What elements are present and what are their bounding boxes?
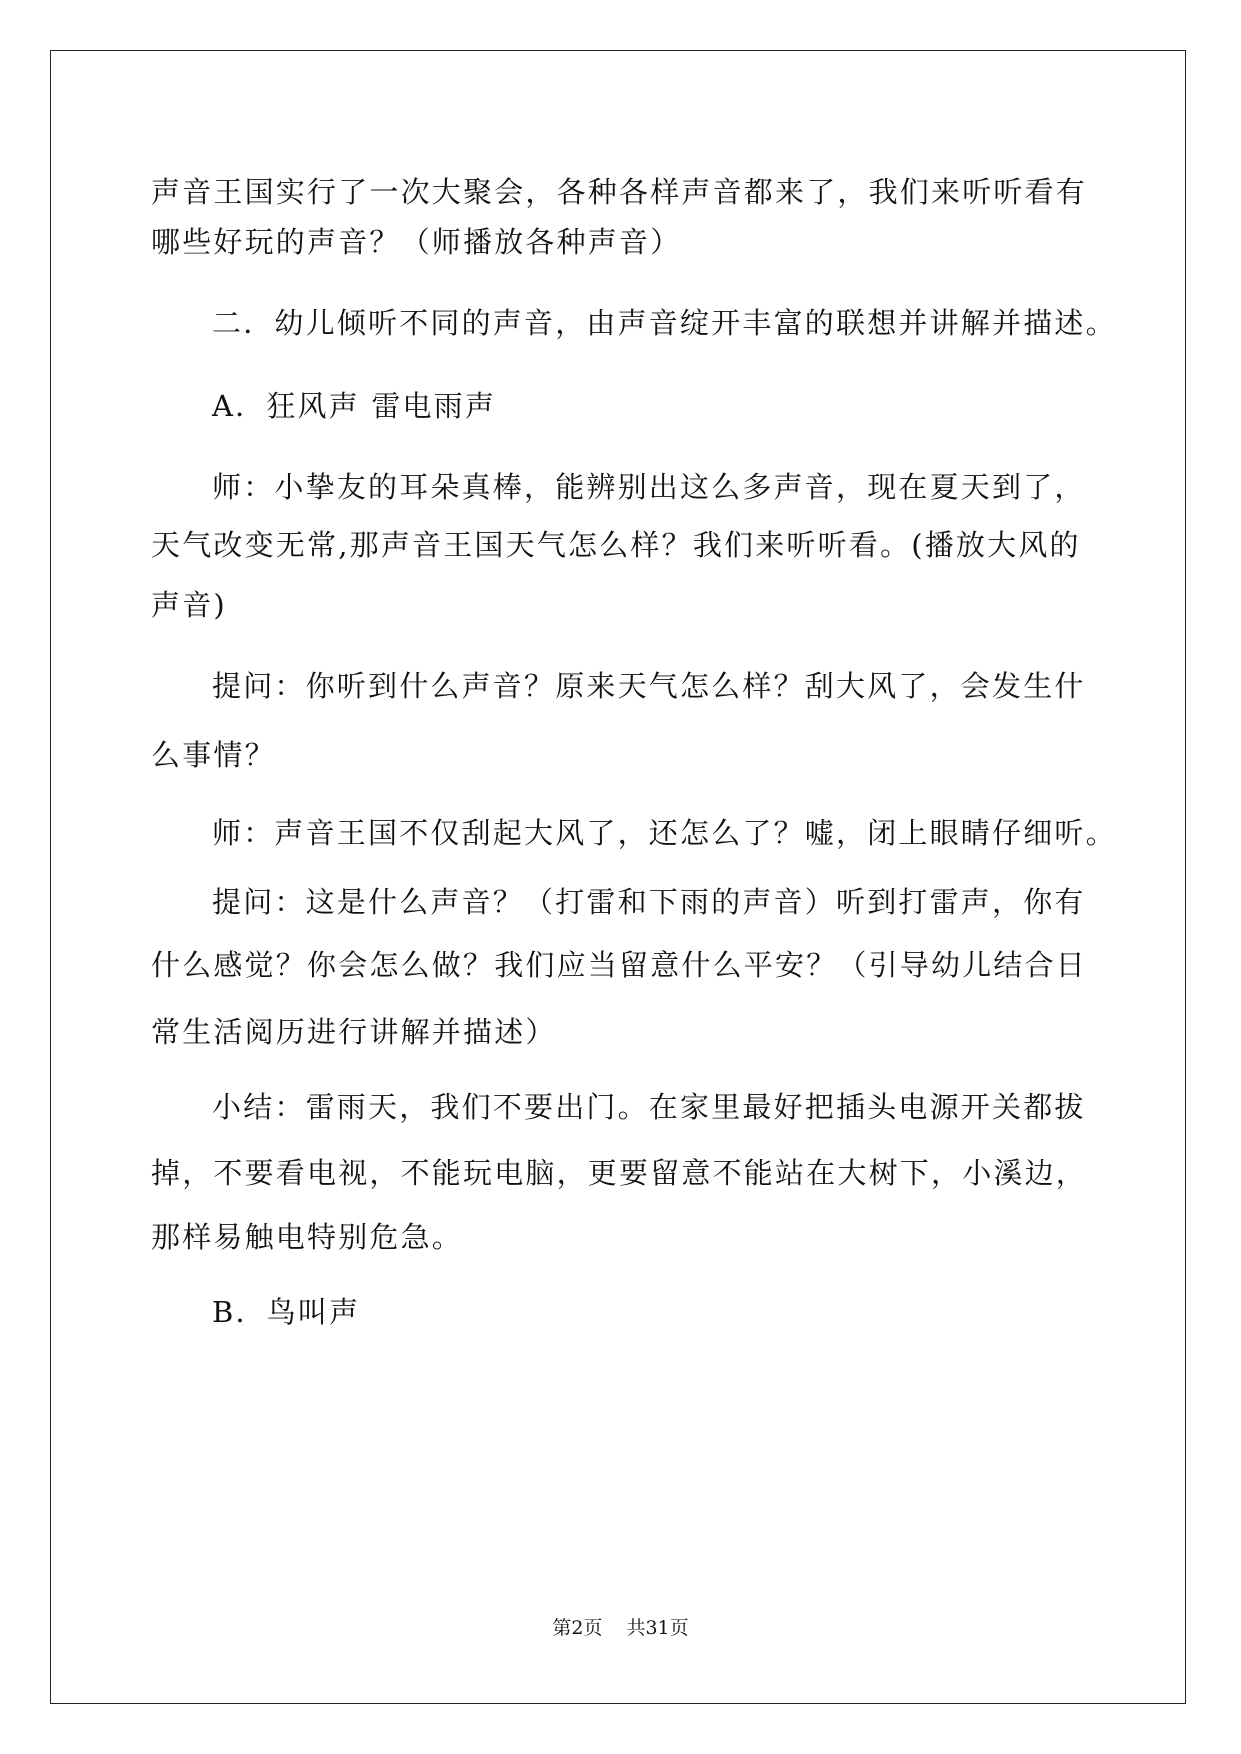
paragraph-line: 师：小挚友的耳朵真棒，能辨别出这么多声音，现在夏天到了， bbox=[212, 470, 1086, 504]
page-number: 第2页 bbox=[552, 1617, 603, 1639]
paragraph-line: 提问：这是什么声音？（打雷和下雨的声音）听到打雷声，你有 bbox=[212, 885, 1086, 919]
paragraph-line: 常生活阅历进行讲解并描述） bbox=[151, 1015, 557, 1049]
subsection-heading: B．鸟叫声 bbox=[212, 1295, 361, 1329]
paragraph-line: 哪些好玩的声音？（师播放各种声音） bbox=[151, 225, 682, 259]
section-heading: 二．幼儿倾听不同的声音，由声音绽开丰富的联想并讲解并描述。 bbox=[212, 306, 1117, 340]
paragraph-line: 声音) bbox=[151, 588, 227, 622]
paragraph-line: 提问：你听到什么声音？原来天气怎么样？刮大风了，会发生什 bbox=[212, 669, 1086, 703]
paragraph-line: 掉，不要看电视，不能玩电脑，更要留意不能站在大树下，小溪边， bbox=[151, 1156, 1088, 1190]
subsection-heading: A．狂风声 雷电雨声 bbox=[212, 389, 497, 423]
paragraph-line: 师：声音王国不仅刮起大风了，还怎么了？嘘，闭上眼睛仔细听。 bbox=[212, 816, 1117, 850]
paragraph-line: 声音王国实行了一次大聚会，各种各样声音都来了，我们来听听看有 bbox=[151, 175, 1088, 209]
page-total: 共31页 bbox=[626, 1617, 689, 1639]
page-footer bbox=[0, 1616, 1241, 1640]
paragraph-line: 什么感觉？你会怎么做？我们应当留意什么平安？（引导幼儿结合日 bbox=[151, 948, 1088, 982]
paragraph-line: 小结：雷雨天，我们不要出门。在家里最好把插头电源开关都拔 bbox=[212, 1090, 1086, 1124]
paragraph-line: 那样易触电特别危急。 bbox=[151, 1220, 464, 1254]
paragraph-line: 天气改变无常,那声音王国天气怎么样？我们来听听看。(播放大风的 bbox=[151, 528, 1081, 562]
page-border bbox=[50, 50, 1186, 1704]
paragraph-line: 么事情？ bbox=[151, 738, 276, 772]
